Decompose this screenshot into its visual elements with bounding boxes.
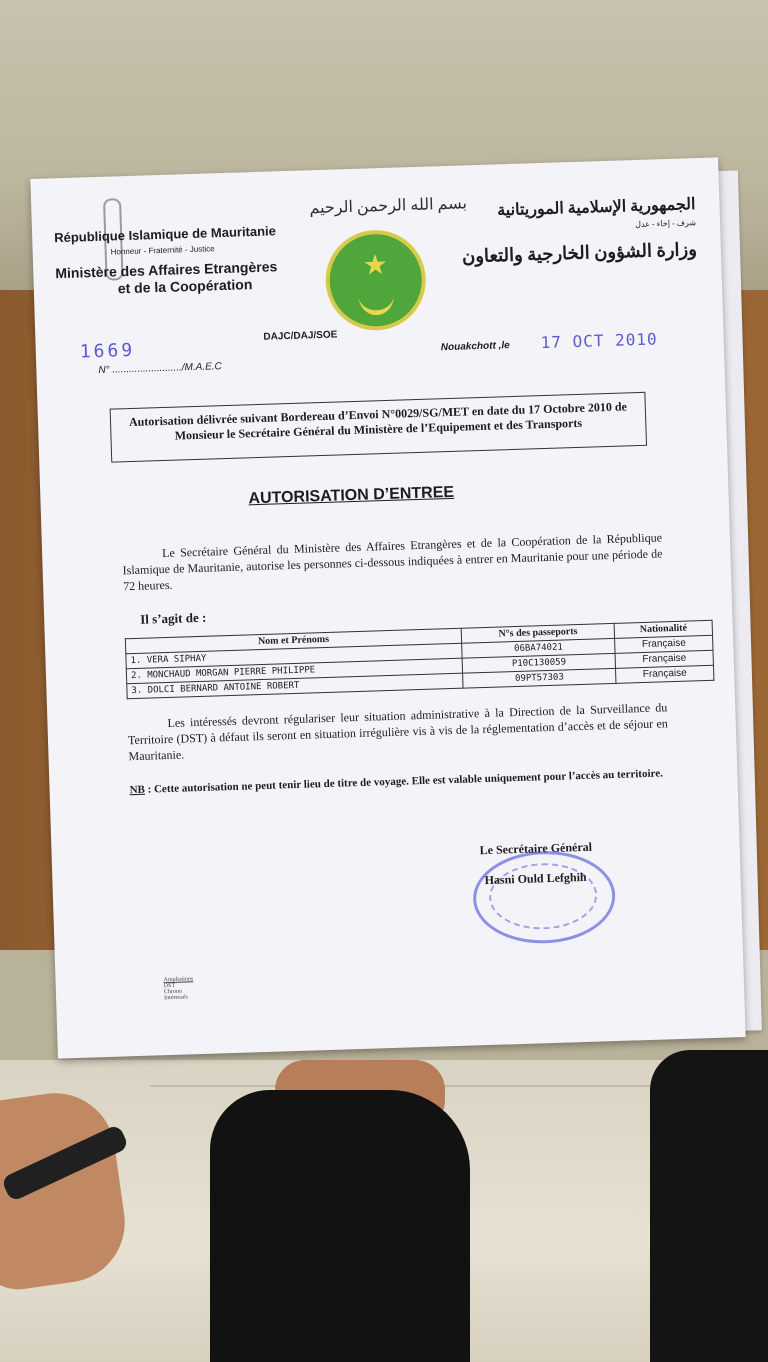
basmala-calligraphy: بسم الله الرحمن الرحيم: [309, 195, 468, 218]
passport-number: 06BA74021: [462, 638, 615, 658]
nationality: Française: [616, 665, 714, 683]
person-name: 3. DOLCI BERNARD ANTOINE ROBERT: [127, 673, 463, 699]
ministry-name-line1: Ministère des Affaires Etrangères: [55, 258, 278, 282]
department-code: DAJC/DAJ/SOE: [263, 329, 338, 343]
ampliation-item: DST: [163, 982, 176, 990]
column-header-passport: N°s des passeports: [461, 623, 614, 643]
signatory-name: Hasni Ould Lefghih: [484, 869, 587, 888]
document-title: AUTORISATION D’ENTREE: [248, 483, 455, 508]
ampliation-item: Chrono: [163, 988, 183, 996]
nationality: Française: [615, 650, 713, 668]
column-header-name: Nom et Prénoms: [125, 628, 461, 654]
list-intro: Il s’agit de :: [139, 609, 207, 627]
republic-name-ar: الجمهورية الإسلامية الموريتانية: [496, 196, 696, 220]
ampliation-item: Intéressés: [164, 994, 188, 1002]
header-arabic: [460, 194, 697, 267]
ampliations: [163, 976, 193, 1001]
authorization-reference-box: Autorisation délivrée suivant Bordereau d’Envoi N°0029/SG/MET en date du 17 Octobre 2010 de Monsieur le Secrétaire Général du Ministère de l’Equipement et des Transports: [110, 392, 647, 463]
note-label: NB: [129, 783, 146, 797]
signatory-title: Le Secrétaire Général: [479, 839, 593, 858]
ministry-name-line2: et de la Coopération: [117, 276, 253, 297]
reference-number-stamp: 1669: [79, 339, 136, 363]
reference-number-line: N° ........................./M.A.E.C: [98, 361, 222, 376]
note-text: : Cette autorisation ne peut tenir lieu de titre de voyage. Elle est valable uniquement pour l’accès au territoire.: [144, 767, 664, 796]
motto-fr: Honneur - Fraternité - Justice: [110, 244, 215, 257]
trouser-leg-right: [650, 1050, 768, 1362]
note-paragraph: [129, 765, 669, 798]
persons-table: [125, 620, 715, 699]
national-seal-icon: ★: [324, 229, 427, 332]
ministry-name-ar: وزارة الشؤون الخارجية والتعاون: [461, 239, 698, 267]
person-name: 2. MONCHAUD MORGAN PIERRE PHILIPPE: [126, 658, 462, 684]
passport-number: 09PT57303: [463, 668, 616, 688]
paragraph-regularisation: Les intéressés devront régulariser leur situation administrative à la Direction de la Surveillance du Territoire (DST) à défaut ils seront en situation irrégulière vis à vis de la réglementation d’accès et de séjour en Mauritanie.: [127, 700, 668, 764]
paragraph-authorization: Le Secrétaire Général du Ministère des Affaires Etrangères et de la Coopération de la République Islamique de Mauritanie, autorise les personnes ci-dessous indiquées à entrer en Mauritanie pour une période de 72 heures.: [122, 530, 663, 594]
nationality: Française: [615, 635, 713, 653]
passport-number: P10C130059: [462, 653, 615, 673]
person-name: 1. VERA SIPHAY: [126, 643, 462, 669]
trouser-leg: [210, 1090, 470, 1362]
ampliations-heading: Ampliations: [163, 976, 194, 984]
document-page: [30, 157, 745, 1058]
place-date-label: Nouakchott ,le: [440, 340, 510, 354]
republic-name-fr: République Islamique de Mauritanie: [53, 223, 277, 246]
column-header-nationality: Nationalité: [614, 620, 712, 638]
header-french: [54, 223, 278, 298]
motto-ar: شرف - إخاء - عدل: [635, 218, 697, 230]
date-stamp: 17 OCT 2010: [540, 329, 658, 353]
